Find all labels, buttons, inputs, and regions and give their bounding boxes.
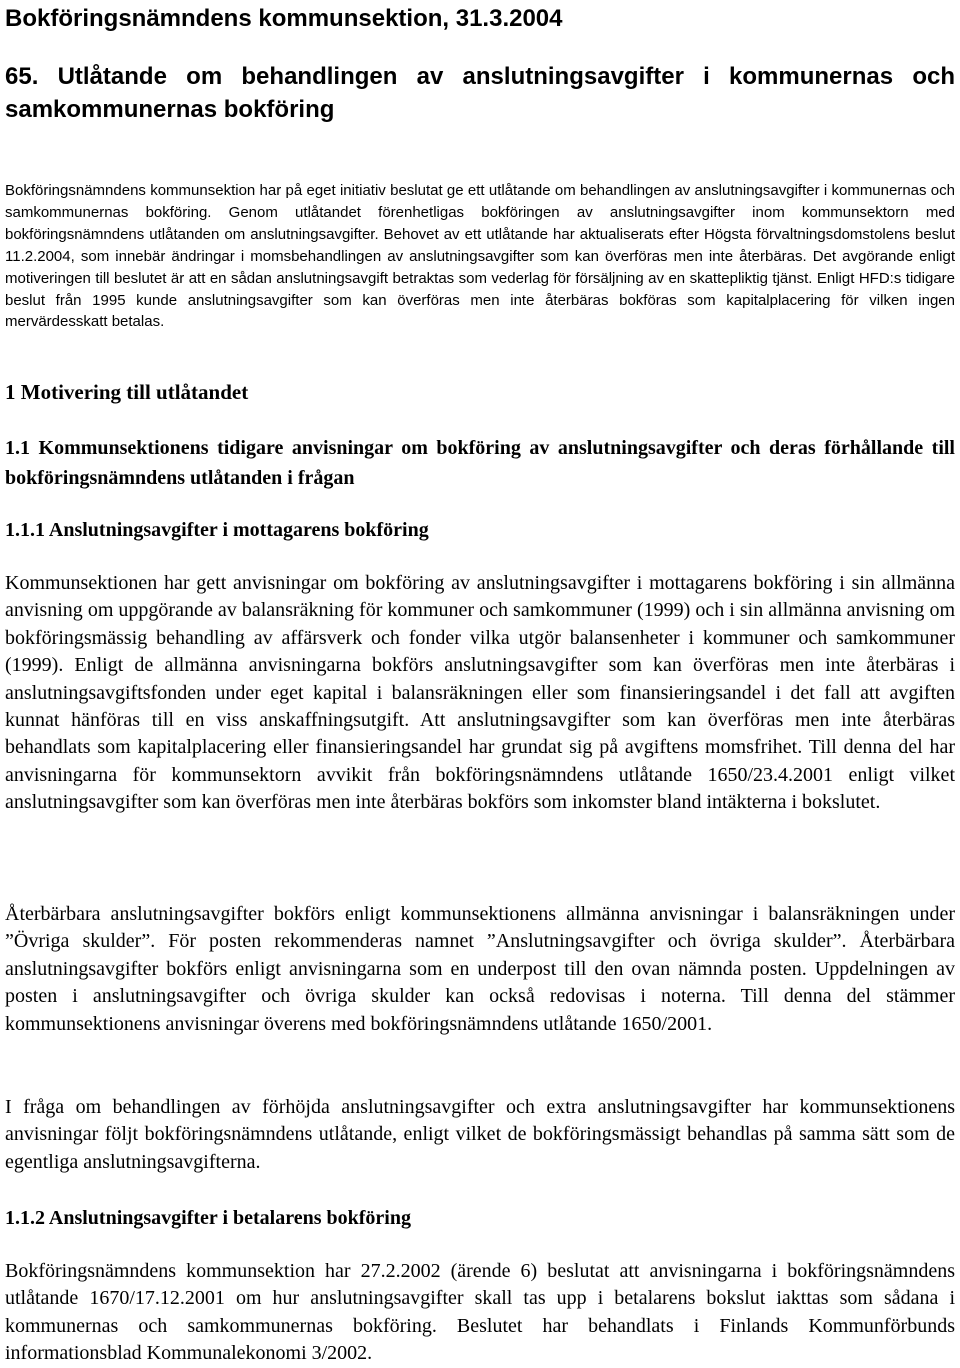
subsection-heading-1-1: 1.1 Kommunsektionens tidigare anvisningar om bokföring av anslutningsavgifter och deras förhållande till bokföringsnämndens utlåtanden i frågan bbox=[5, 437, 955, 489]
body-paragraph: Återbärbara anslutningsavgifter bokförs enligt kommunsektionens allmänna anvisningar i balansräkningen under ”Övriga skulder”. För posten rekommenderas namnet ”Anslutningsavgifter och övriga skulder”. Återbärbara anslutningsavgifter bokförs enligt anvisningarna som en underpost till den ovan nämnda posten. Uppdelningen av posten i anslutningsavgifter och övriga skulder kan också redovisas i noterna. Till denna del stämmer kommunsektionens anvisningar överens med bokföringsnämndens utlåtande 1650/2001. bbox=[5, 903, 955, 1035]
statement-heading: 65. Utlåtande om behandlingen av anslutningsavgifter i kommunernas och samkommunernas bokföring bbox=[5, 63, 955, 123]
subsection-heading-1-1-1: 1.1.1 Anslutningsavgifter i mottagarens bokföring bbox=[5, 519, 429, 541]
statement-summary: Bokföringsnämndens kommunsektion har på eget initiativ beslutat ge ett utlåtande om behandlingen av anslutningsavgifter i kommunernas och samkommunernas bokföring. Genom utlåtandet förenhetligas bokföringen av anslutningsavgifter inom kommunsektorn med bokföringsnämndens utlåtanden om anslutningsavgifter. Behovet av ett utlåtande har aktualiserats efter Högsta förvaltningsdomstolens beslut 11.2.2004, som innebär ändringar i momsbehandlingen av anslutningsavgifter som kan överföras men inte återbäras. Det avgörande enligt motiveringen till beslutet är att en sådan anslutningsavgift betraktas som vederlag för försäljning av en skattepliktig tjänst. Enligt HFD:s tidigare beslut från 1995 kunde anslutningsavgifter som kan överföras men inte återbäras bokföras som kapitalplacering för vilken ingen mervärdesskatt betalas. bbox=[5, 182, 955, 331]
section-heading-motivering: 1 Motivering till utlåtandet bbox=[5, 380, 249, 404]
document-header-title: Bokföringsnämndens kommunsektion, 31.3.2004 bbox=[5, 5, 563, 32]
body-paragraph: I fråga om behandlingen av förhöjda anslutningsavgifter och extra anslutningsavgifter har kommunsektionens anvisningar följt bokföringsnämndens utlåtande, enligt vilket de bokföringsmässigt behandlas på samma sätt som de egentliga anslutningsavgifterna. bbox=[5, 1096, 955, 1173]
subsection-heading-1-1-2: 1.1.2 Anslutningsavgifter i betalarens bokföring bbox=[5, 1207, 411, 1229]
body-paragraph: Bokföringsnämndens kommunsektion har 27.2.2002 (ärende 6) beslutat att anvisningarna i bokföringsnämndens utlåtande 1670/17.12.2001 om hur anslutningsavgifter skall tas upp i betalarens bokslut iakttas som sådana i kommunernas och samkommunernas bokföring. Beslutet har behandlats i Finlands Kommunförbunds informationsblad Kommunalekonomi 3/2002. bbox=[5, 1260, 955, 1365]
body-paragraph: Kommunsektionen har gett anvisningar om bokföring av anslutningsavgifter i mottagarens bokföring i sin allmänna anvisning om uppgörande av balansräkning för kommuner och samkommuner (1999) och i sin allmänna anvisning om bokföringsmässig behandling av affärsverk och fonder vilka utgör balansenheter i kommuner och samkommuner (1999). Enligt de allmänna anvisningarna bokförs anslutningsavgifter som kan överföras men inte återbäras i anslutningsavgiftsfonden under eget kapital i balansräkningen eller som finansieringsandel i det fall att avgiften kunnat hänföras till en viss anskaffningsutgift. Att anslutningsavgifter som kan överföras men inte återbäras behandlats som kapitalplacering eller finansieringsandel har grundat sig på avgiftens momsfrihet. Till denna del har anvisningarna för kommunsektorn avvikit från bokföringsnämndens utlåtande 1650/23.4.2001 enligt vilket anslutningsavgifter som kan överföras men inte återbäras bokförs som inkomster bland intäkterna i bokslutet. bbox=[5, 572, 955, 814]
